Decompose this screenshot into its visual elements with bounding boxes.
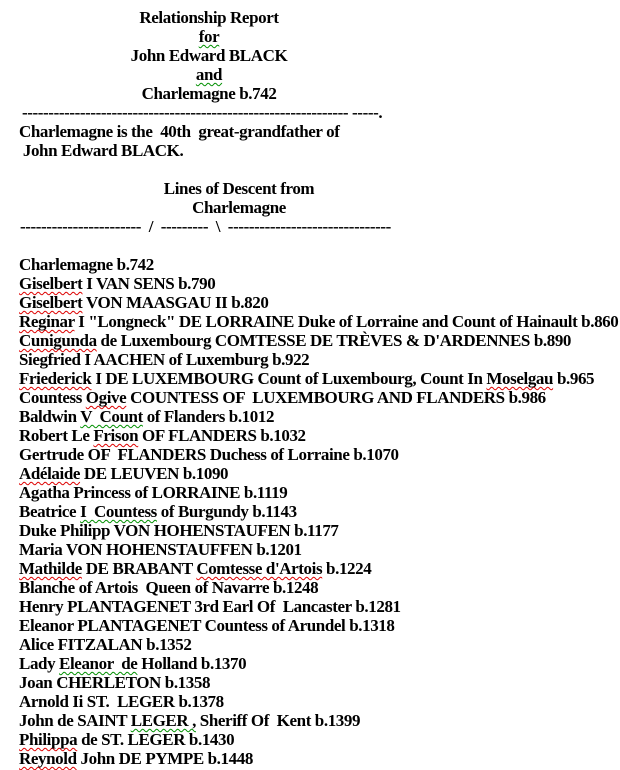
descent-line: [19, 312, 620, 331]
descent-list: [19, 255, 620, 768]
title-block: [0, 8, 418, 103]
grammar-flagged-text: V Count: [80, 407, 143, 426]
title-line: [0, 65, 418, 84]
relationship-summary: [19, 122, 620, 160]
descent-line: [19, 559, 620, 578]
misspelled-word: Ogive: [85, 388, 127, 407]
descent-line: [19, 540, 620, 559]
grammar-flagged-text: for: [198, 27, 220, 46]
grammar-flagged-text: Eleanor de: [59, 654, 138, 673]
summary-line-2: John Edward BLACK.: [19, 141, 184, 160]
descent-line: [19, 331, 620, 350]
separator-top: -------------------------------------------------------------- -----.: [22, 103, 383, 122]
descent-line: [19, 578, 620, 597]
text-segment: Maria VON HOHENSTAUFFEN b.1201: [19, 540, 302, 559]
text-segment: COUNTESS OF LUXEMBOURG AND FLANDERS b.986: [126, 388, 546, 407]
text-segment: I "Longneck" DE LORRAINE Duke of Lorraine and Count of Hainault b.860: [74, 312, 619, 331]
misspelled-word: Adélaide: [19, 464, 81, 483]
descent-line: [19, 274, 620, 293]
descent-line: [19, 730, 620, 749]
descent-line: [19, 502, 620, 521]
text-segment: b.965: [553, 369, 595, 388]
text-segment: of Flanders b.1012: [142, 407, 275, 426]
descent-line: [19, 426, 620, 445]
grammar-flagged-text: I Countess: [80, 502, 157, 521]
descent-line: [19, 654, 620, 673]
misspelled-word: Philippa: [19, 730, 78, 749]
text-segment: Henry PLANTAGENET 3rd Earl Of Lancaster b.1281: [19, 597, 401, 616]
misspelled-word: Giselbert: [19, 293, 83, 312]
title-line: [0, 46, 418, 65]
text-segment: of Burgundy b.1143: [156, 502, 297, 521]
descent-header-line-1: Lines of Descent from: [163, 179, 315, 198]
descent-line: [19, 616, 620, 635]
title-line: [0, 8, 418, 27]
spacer-line: [0, 160, 620, 179]
text-segment: Joan CHERLETON b.1358: [19, 673, 211, 692]
text-segment: Charlemagne b.742: [141, 84, 277, 103]
separator-descent: ----------------------- / --------- \ -------------------------------: [20, 217, 391, 236]
text-segment: Agatha Princess of LORRAINE b.1119: [19, 483, 288, 502]
text-segment: Holland b.1370: [137, 654, 247, 673]
misspelled-word: Frison: [93, 426, 139, 445]
text-segment: Beatrice: [19, 502, 81, 521]
text-segment: Siegfried I AACHEN of Luxemburg b.922: [19, 350, 310, 369]
grammar-flagged-text: LEGER ,: [130, 711, 196, 730]
misspelled-word: Mathilde: [19, 559, 82, 578]
text-segment: de ST. LEGER b.1430: [77, 730, 235, 749]
descent-line: [19, 711, 620, 730]
text-segment: de Luxembourg COMTESSE DE TRÈVES & D'ARDENNES b.890: [96, 331, 572, 350]
text-segment: Gertrude OF FLANDERS Duchess of Lorraine b.1070: [19, 445, 399, 464]
misspelled-word: Cunigunda: [19, 331, 97, 350]
text-segment: OF FLANDERS b.1032: [138, 426, 306, 445]
text-segment: Robert Le: [19, 426, 94, 445]
descent-header: [0, 179, 478, 217]
misspelled-word: Giselbert: [19, 274, 83, 293]
text-segment: b.1224: [322, 559, 372, 578]
misspelled-word: Comtesse d'Artois: [196, 559, 323, 578]
descent-line: [19, 464, 620, 483]
text-segment: DE BRABANT: [81, 559, 197, 578]
title-line: [0, 27, 418, 46]
descent-line: [19, 673, 620, 692]
descent-line: [19, 597, 620, 616]
descent-line: [19, 635, 620, 654]
descent-line: [19, 407, 620, 426]
text-segment: I DE LUXEMBOURG Count of Luxembourg, Count In: [91, 369, 487, 388]
text-segment: Baldwin: [19, 407, 81, 426]
descent-line: [19, 749, 620, 768]
descent-line: [19, 350, 620, 369]
summary-line-1: Charlemagne is the 40th great-grandfather of: [19, 122, 340, 141]
text-segment: Relationship Report: [139, 8, 279, 27]
text-segment: DE LEUVEN b.1090: [80, 464, 229, 483]
text-segment: I VAN SENS b.790: [82, 274, 216, 293]
text-segment: Arnold Ii ST. LEGER b.1378: [19, 692, 224, 711]
text-segment: Sheriff Of Kent b.1399: [195, 711, 361, 730]
text-segment: John de SAINT: [19, 711, 131, 730]
text-segment: John DE PYMPE b.1448: [76, 749, 253, 768]
misspelled-word: Moselgau: [486, 369, 554, 388]
text-segment: Eleanor PLANTAGENET Countess of Arundel b.1318: [19, 616, 395, 635]
text-segment: VON MAASGAU II b.820: [82, 293, 269, 312]
descent-line: [19, 369, 620, 388]
grammar-flagged-text: and: [195, 65, 223, 84]
text-segment: John Edward BLACK: [130, 46, 288, 65]
descent-line: [19, 483, 620, 502]
descent-header-line-2: Charlemagne: [192, 198, 286, 217]
misspelled-word: Reginar: [19, 312, 75, 331]
spacer-line: [0, 236, 620, 255]
text-segment: Lady: [19, 654, 60, 673]
text-segment: Blanche of Artois Queen of Navarre b.1248: [19, 578, 319, 597]
text-segment: Charlemagne b.742: [19, 255, 154, 274]
descent-line: [19, 255, 620, 274]
descent-line: [19, 388, 620, 407]
misspelled-word: Reynold: [19, 749, 77, 768]
descent-line: [19, 521, 620, 540]
title-line: [0, 84, 418, 103]
text-segment: Duke Philipp VON HOHENSTAUFEN b.1177: [19, 521, 339, 540]
text-segment: Alice FITZALAN b.1352: [19, 635, 192, 654]
text-segment: Countess: [19, 388, 86, 407]
descent-line: [19, 445, 620, 464]
descent-line: [19, 293, 620, 312]
descent-line: [19, 692, 620, 711]
misspelled-word: Friederick: [19, 369, 92, 388]
